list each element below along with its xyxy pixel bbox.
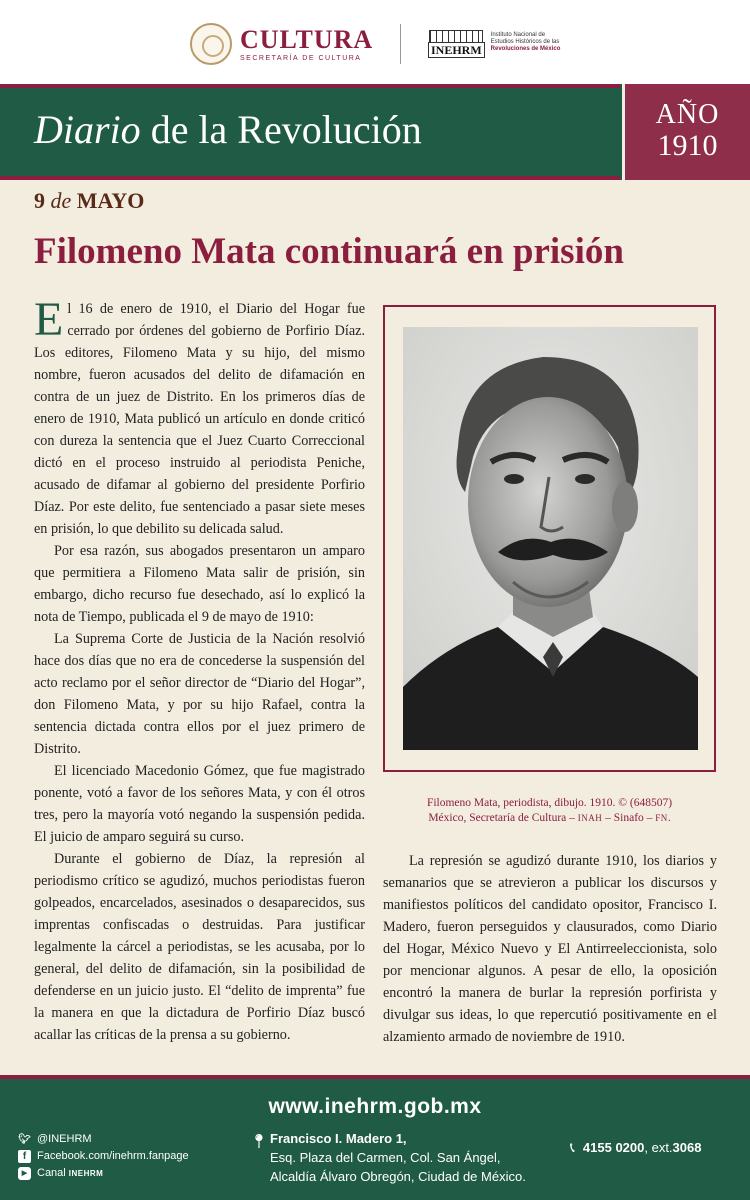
website-link[interactable]: www.inehrm.gob.mx [268, 1095, 482, 1118]
paragraph-6: La represión se agudizó durante 1910, los diarios y semanarios que se atrevieron a publicar los discursos y manifiestos políticos del candidato opositor, Francisco I. Madero, fueron perseguidos y clausurados, como Diario del Hogar, México Nuevo y El Antirreeleccionista, solo por mencionar algunos. A pesar de ello, la oposición encontró la manera de burlar la represión porfirista y divulgar sus ideas, lo que repercutió positivamente en el alzamiento armado de noviembre de 1910. [383, 853, 717, 1045]
portrait-frame [383, 305, 716, 772]
inehrm-mark [428, 30, 485, 58]
address-line1: Francisco I. Madero 1, [270, 1131, 407, 1146]
portrait-caption [383, 796, 716, 826]
inehrm-line1: Instituto Nacional de [490, 32, 546, 38]
caption-end: . [667, 812, 671, 824]
logo-divider [400, 24, 401, 64]
footer [0, 1079, 750, 1200]
paragraph-2: Por esa razón, sus abogados presentaron un amparo que permitiera a Filomeno Mata salir de prisión, sin embargo, dicho recurso fue desechado, así lo explicó la nota de Tiempo, publicada el 9 de mayo de 1910: [34, 543, 365, 625]
paragraph-5: Durante el gobierno de Díaz, la represión al periodismo crítico se agudizó, muchos periodistas fueron golpeados, encarcelados, asesinados o desaparecidos, sus imprentas confiscadas o destruidas. Para justificar legalmente la cárcel a periodistas, se les acusaba, por lo general, del delito de difamación, sin la posibilidad de defenderse en un juicio justo. El “delito de imprenta” fue la manera en que la dictadura de Porfirio Díaz buscó acallar las críticas de la prensa a su gobierno. [34, 851, 365, 1043]
drop-cap: E [34, 293, 64, 346]
building-icon [429, 30, 483, 42]
article-left-column [34, 293, 365, 1046]
paragraph-1 [34, 293, 365, 540]
inehrm-line3: Revoluciones de México [490, 46, 561, 52]
caption-line2 [383, 811, 716, 826]
caption-line2a: México, Secretaría de Cultura – [428, 812, 578, 824]
address-line3: Alcaldía Álvaro Obregón, Ciudad de México. [270, 1169, 526, 1184]
phone-ext-label: , ext. [644, 1140, 673, 1155]
paragraph-1-text: l 16 de enero de 1910, el Diario del Hogar fue cerrado por órdenes del gobierno de Porfirio Díaz. Los editores, Filomeno Mata y su hijo, del mismo nombre, fueron acusados del delito de difamación en contra de un juez de Distrito. En los primeros días de enero de 1910, Mata publicó un artículo en donde criticó con dureza la sentencia que el Juez Cuarto Correccional dictó en el proceso instruido al periodista Peniche, acusado de difamar al gobierno del presidente Porfirio Díaz. Por este delito, fue sentenciado a pasar siete meses en prisión, lo que debilito su delicada salud. [34, 301, 365, 537]
portrait-photo [403, 327, 698, 750]
shield-icon [190, 23, 232, 65]
paragraph-3-quote: La Suprema Corte de Justicia de la Nación resolvió hace dos días que no era de concederse la suspensión del acto reclamo por el señor director de “Diario del Hogar”, don Filomeno Mata, y por su hijo Rafael, contra la sentencia dictada contra ellos por el juez primero de Distrito. [34, 631, 365, 757]
social-links [18, 1131, 189, 1182]
header-top-rule [0, 84, 620, 88]
channel-label: Canal [37, 1167, 66, 1179]
twitter-icon: 🐦︎ [18, 1134, 31, 1145]
header-bottom-rule [0, 176, 620, 180]
article-date [34, 188, 144, 214]
caption-fn: FN [655, 813, 668, 823]
youtube-icon: ▶ [18, 1167, 31, 1180]
twitter-link[interactable] [18, 1131, 189, 1148]
phone-ext: 3068 [672, 1140, 702, 1155]
inehrm-word: INEHRM [428, 42, 485, 58]
address-lines [270, 1129, 526, 1186]
cultura-logo[interactable] [190, 22, 373, 66]
address [250, 1129, 526, 1186]
title-rest: de la Revolución [140, 107, 422, 152]
article-headline: Filomeno Mata continuará en prisión [34, 231, 624, 272]
title-italic: Diario [34, 107, 141, 152]
paragraph-4-quote: El licenciado Macedonio Gómez, que fue magistrado ponente, votó a favor de los señores Mata, y con él otros tres, pero la mayoría votó negando la suspensión pedida. El juicio de amparo seguirá su curso. [34, 763, 365, 845]
inehrm-line2: Estudios Históricos de las [490, 39, 560, 45]
facebook-icon: f [18, 1150, 31, 1163]
date-month: MAYO [76, 188, 145, 213]
publication-title [34, 108, 422, 152]
youtube-link[interactable] [18, 1165, 189, 1182]
date-de: de [50, 188, 72, 213]
facebook-link[interactable] [18, 1148, 189, 1165]
channel-name: INEHRM [68, 1169, 104, 1178]
caption-line1: Filomeno Mata, periodista, dibujo. 1910. © (648507) [426, 797, 673, 809]
cultura-word: CULTURA [240, 24, 374, 54]
year-box [622, 84, 750, 180]
caption-line2b: – Sinafo – [602, 812, 656, 824]
location-pin-icon: 📍︎ [250, 1133, 268, 1149]
phone-main: 4155 0200 [582, 1140, 645, 1155]
inehrm-logo[interactable] [428, 30, 560, 58]
date-day: 9 [34, 188, 45, 213]
twitter-handle: @INEHRM [37, 1133, 92, 1145]
logo-bar [0, 0, 750, 84]
phone-icon: 📞︎ [570, 1139, 575, 1155]
inehrm-fullname [491, 32, 561, 53]
address-line2: Esq. Plaza del Carmen, Col. San Ángel, [270, 1150, 501, 1165]
caption-inah: INAH [577, 813, 603, 823]
article-right-column [383, 850, 717, 1048]
year-label: AÑO [655, 99, 720, 130]
cultura-logo-text [240, 24, 374, 62]
facebook-url: Facebook.com/inehrm.fanpage [37, 1150, 189, 1162]
year-number: 1910 [657, 129, 718, 162]
phone[interactable] [570, 1139, 701, 1156]
cultura-sub: SECRETARÍA DE CULTURA [240, 54, 362, 62]
